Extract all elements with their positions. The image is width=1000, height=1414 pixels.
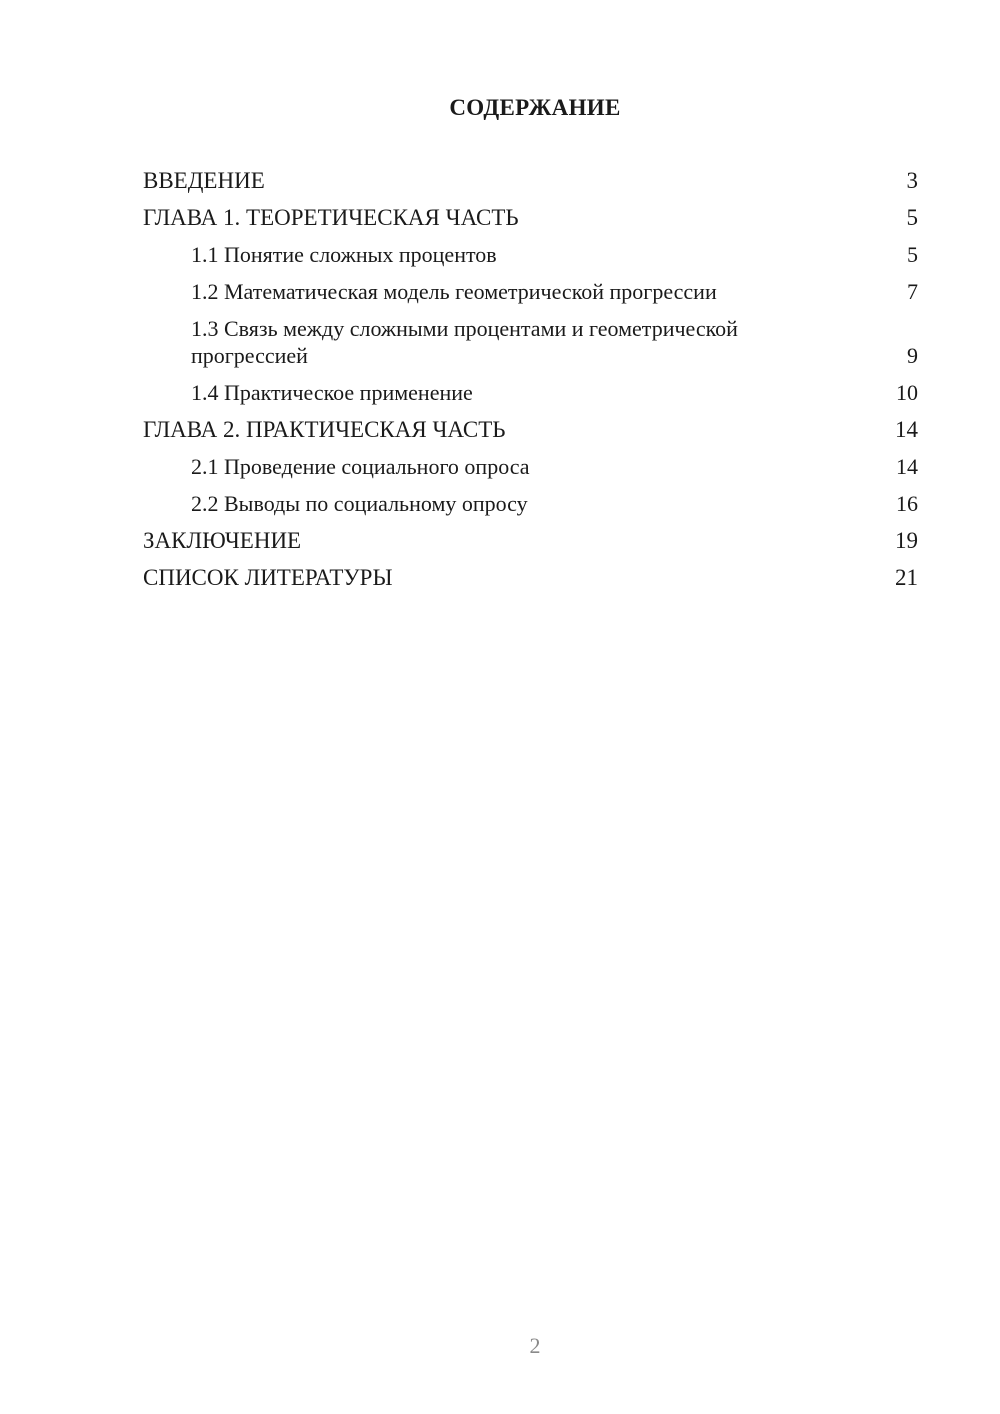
- toc-entry-page: 5: [907, 242, 918, 267]
- toc-title: СОДЕРЖАНИЕ: [449, 95, 621, 120]
- toc-entry-page: 9: [907, 343, 918, 368]
- toc-entry-section-2-2[interactable]: [143, 490, 918, 517]
- toc-entry-label: 2.1 Проведение социального опроса: [191, 454, 530, 479]
- toc-entry-page: 5: [906, 205, 918, 230]
- toc-entry-label: 1.3 Связь между сложными процентами и геометрической прогрессией: [191, 316, 738, 368]
- toc-entry-section-1-4[interactable]: [143, 379, 918, 406]
- toc-entry-label: 1.2 Математическая модель геометрической прогрессии: [191, 279, 717, 304]
- toc-entry-section-1-2[interactable]: [143, 278, 918, 305]
- toc-entry-page: 14: [895, 417, 918, 442]
- toc-entry-label: ГЛАВА 2. ПРАКТИЧЕСКАЯ ЧАСТЬ: [143, 417, 506, 442]
- toc-entry-page: 14: [896, 454, 918, 479]
- toc-entry-label: 2.2 Выводы по социальному опросу: [191, 491, 528, 516]
- toc-entry-page: 21: [895, 565, 918, 590]
- toc-entry-introduction[interactable]: [143, 167, 918, 194]
- toc-entry-bibliography[interactable]: [143, 564, 918, 591]
- table-of-contents: [143, 167, 918, 601]
- toc-entry-page: 19: [895, 528, 918, 553]
- toc-entry-label: ГЛАВА 1. ТЕОРЕТИЧЕСКАЯ ЧАСТЬ: [143, 205, 519, 230]
- toc-entry-page: 10: [896, 380, 918, 405]
- toc-entry-label: ВВЕДЕНИЕ: [143, 168, 265, 193]
- toc-entry-section-1-3[interactable]: [143, 315, 918, 369]
- toc-entry-page: 16: [896, 491, 918, 516]
- toc-entry-chapter-1[interactable]: [143, 204, 918, 231]
- toc-entry-label: 1.1 Понятие сложных процентов: [191, 242, 497, 267]
- toc-entry-chapter-2[interactable]: [143, 416, 918, 443]
- toc-entry-section-2-1[interactable]: [143, 453, 918, 480]
- toc-entry-label: СПИСОК ЛИТЕРАТУРЫ: [143, 565, 393, 590]
- toc-entry-page: 3: [906, 168, 918, 193]
- toc-entry-page: 7: [907, 279, 918, 304]
- toc-entry-label: 1.4 Практическое применение: [191, 380, 473, 405]
- toc-entry-section-1-1[interactable]: [143, 241, 918, 268]
- toc-entry-label: ЗАКЛЮЧЕНИЕ: [143, 528, 302, 553]
- page-number: 2: [529, 1333, 541, 1358]
- toc-entry-conclusion[interactable]: [143, 527, 918, 554]
